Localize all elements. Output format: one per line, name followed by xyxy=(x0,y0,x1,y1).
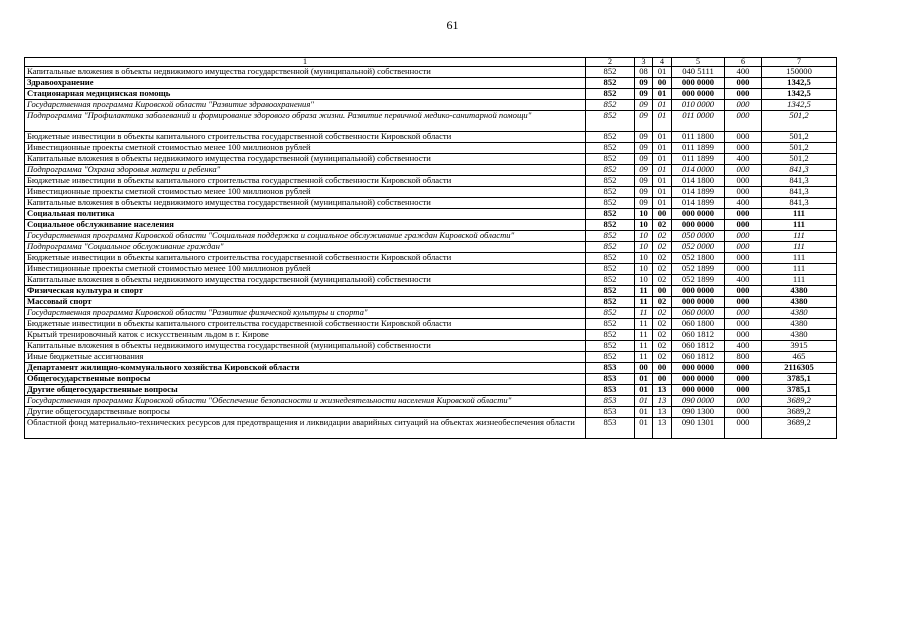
subsection-cell: 00 xyxy=(653,374,672,385)
section-cell: 11 xyxy=(635,330,653,341)
subsection-cell: 01 xyxy=(653,132,672,143)
subsection-cell: 02 xyxy=(653,275,672,286)
subsection-cell: 02 xyxy=(653,297,672,308)
section-cell: 09 xyxy=(635,100,653,111)
header-cell: 4 xyxy=(653,58,672,67)
ved-cell: 852 xyxy=(586,198,635,209)
table-row xyxy=(25,385,837,396)
section-cell: 10 xyxy=(635,220,653,231)
table-row xyxy=(25,176,837,187)
row-name-cell: Государственная программа Кировской области "Развитие здравоохранения" xyxy=(25,100,586,111)
budget-table xyxy=(24,57,837,439)
ved-cell: 852 xyxy=(586,187,635,198)
table-row xyxy=(25,407,837,418)
ved-cell: 853 xyxy=(586,418,635,439)
ved-cell: 852 xyxy=(586,154,635,165)
target-article-cell: 090 1300 xyxy=(672,407,725,418)
target-article-cell: 011 0000 xyxy=(672,111,725,132)
ved-cell: 852 xyxy=(586,264,635,275)
row-name-cell: Капитальные вложения в объекты недвижимого имущества государственной (муниципальной) собственности xyxy=(25,198,586,209)
expense-type-cell: 000 xyxy=(725,220,762,231)
row-name-cell: Областной фонд материально-технических ресурсов для предотвращения и ликвидации аварийных ситуаций на объектах жизнеобеспечения области xyxy=(25,418,586,439)
row-name-cell: Бюджетные инвестиции в объекты капитального строительства государственной собственности Кировской области xyxy=(25,319,586,330)
table-row xyxy=(25,264,837,275)
subsection-cell: 00 xyxy=(653,78,672,89)
subsection-cell: 01 xyxy=(653,165,672,176)
page-number: 61 xyxy=(446,18,459,32)
target-article-cell: 050 0000 xyxy=(672,231,725,242)
section-cell: 00 xyxy=(635,363,653,374)
ved-cell: 852 xyxy=(586,100,635,111)
table-row xyxy=(25,352,837,363)
amount-cell: 841,3 xyxy=(762,187,837,198)
table-row xyxy=(25,231,837,242)
expense-type-cell: 400 xyxy=(725,67,762,78)
row-name-cell: Государственная программа Кировской области "Социальная поддержка и социальное обслуживание граждан Кировской области" xyxy=(25,231,586,242)
expense-type-cell: 000 xyxy=(725,396,762,407)
ved-cell: 852 xyxy=(586,209,635,220)
table-row xyxy=(25,319,837,330)
section-cell: 09 xyxy=(635,154,653,165)
expense-type-cell: 000 xyxy=(725,385,762,396)
row-name-cell: Подпрограмма "Социальное обслуживание граждан" xyxy=(25,242,586,253)
row-name-cell: Инвестиционные проекты сметной стоимостью менее 100 миллионов рублей xyxy=(25,143,586,154)
target-article-cell: 060 0000 xyxy=(672,308,725,319)
table-row xyxy=(25,297,837,308)
subsection-cell: 02 xyxy=(653,242,672,253)
subsection-cell: 00 xyxy=(653,286,672,297)
expense-type-cell: 000 xyxy=(725,319,762,330)
target-article-cell: 060 1812 xyxy=(672,330,725,341)
target-article-cell: 060 1800 xyxy=(672,319,725,330)
target-article-cell: 011 1899 xyxy=(672,154,725,165)
table-row xyxy=(25,286,837,297)
row-name-cell: Департамент жилищно-коммунального хозяйства Кировской области xyxy=(25,363,586,374)
amount-cell: 4380 xyxy=(762,297,837,308)
row-name-cell: Государственная программа Кировской области "Обеспечение безопасности и жизнедеятельности населения Кировской области" xyxy=(25,396,586,407)
expense-type-cell: 000 xyxy=(725,231,762,242)
target-article-cell: 014 0000 xyxy=(672,165,725,176)
ved-cell: 852 xyxy=(586,67,635,78)
target-article-cell: 010 0000 xyxy=(672,100,725,111)
amount-cell: 841,3 xyxy=(762,165,837,176)
amount-cell: 111 xyxy=(762,209,837,220)
ved-cell: 852 xyxy=(586,78,635,89)
row-name-cell: Социальное обслуживание населения xyxy=(25,220,586,231)
expense-type-cell: 000 xyxy=(725,89,762,100)
target-article-cell: 000 0000 xyxy=(672,220,725,231)
ved-cell: 853 xyxy=(586,363,635,374)
row-name-cell: Инвестиционные проекты сметной стоимостью менее 100 миллионов рублей xyxy=(25,264,586,275)
expense-type-cell: 000 xyxy=(725,374,762,385)
ved-cell: 853 xyxy=(586,385,635,396)
row-name-cell: Стационарная медицинская помощь xyxy=(25,89,586,100)
section-cell: 10 xyxy=(635,275,653,286)
amount-cell: 3689,2 xyxy=(762,396,837,407)
subsection-cell: 02 xyxy=(653,253,672,264)
target-article-cell: 090 0000 xyxy=(672,396,725,407)
row-name-cell: Другие общегосударственные вопросы xyxy=(25,407,586,418)
row-name-cell: Другие общегосударственные вопросы xyxy=(25,385,586,396)
table-row xyxy=(25,100,837,111)
expense-type-cell: 400 xyxy=(725,341,762,352)
subsection-cell: 02 xyxy=(653,220,672,231)
expense-type-cell: 000 xyxy=(725,286,762,297)
target-article-cell: 014 1899 xyxy=(672,187,725,198)
expense-type-cell: 000 xyxy=(725,363,762,374)
header-cell: 6 xyxy=(725,58,762,67)
target-article-cell: 000 0000 xyxy=(672,363,725,374)
section-cell: 10 xyxy=(635,264,653,275)
amount-cell: 111 xyxy=(762,231,837,242)
table-row xyxy=(25,308,837,319)
amount-cell: 3689,2 xyxy=(762,407,837,418)
expense-type-cell: 400 xyxy=(725,198,762,209)
target-article-cell: 052 1899 xyxy=(672,275,725,286)
target-article-cell: 060 1812 xyxy=(672,352,725,363)
subsection-cell: 13 xyxy=(653,418,672,439)
table-row xyxy=(25,132,837,143)
amount-cell: 1342,5 xyxy=(762,78,837,89)
row-name-cell: Капитальные вложения в объекты недвижимого имущества государственной (муниципальной) собственности xyxy=(25,67,586,78)
target-article-cell: 000 0000 xyxy=(672,286,725,297)
subsection-cell: 00 xyxy=(653,209,672,220)
header-cell: 3 xyxy=(635,58,653,67)
target-article-cell: 040 5111 xyxy=(672,67,725,78)
ved-cell: 852 xyxy=(586,111,635,132)
table-row xyxy=(25,165,837,176)
row-name-cell: Инвестиционные проекты сметной стоимостью менее 100 миллионов рублей xyxy=(25,187,586,198)
section-cell: 09 xyxy=(635,132,653,143)
subsection-cell: 01 xyxy=(653,187,672,198)
target-article-cell: 000 0000 xyxy=(672,297,725,308)
expense-type-cell: 000 xyxy=(725,242,762,253)
subsection-cell: 02 xyxy=(653,231,672,242)
expense-type-cell: 000 xyxy=(725,100,762,111)
ved-cell: 852 xyxy=(586,132,635,143)
target-article-cell: 060 1812 xyxy=(672,341,725,352)
table-row xyxy=(25,67,837,78)
section-cell: 11 xyxy=(635,341,653,352)
amount-cell: 3689,2 xyxy=(762,418,837,439)
target-article-cell: 011 1899 xyxy=(672,143,725,154)
ved-cell: 852 xyxy=(586,242,635,253)
amount-cell: 150000 xyxy=(762,67,837,78)
row-name-cell: Подпрограмма "Охрана здоровья матери и ребенка" xyxy=(25,165,586,176)
ved-cell: 852 xyxy=(586,253,635,264)
amount-cell: 501,2 xyxy=(762,143,837,154)
ved-cell: 852 xyxy=(586,297,635,308)
expense-type-cell: 000 xyxy=(725,187,762,198)
row-name-cell: Государственная программа Кировской области "Развитие физической культуры и спорта" xyxy=(25,308,586,319)
section-cell: 09 xyxy=(635,89,653,100)
expense-type-cell: 000 xyxy=(725,132,762,143)
subsection-cell: 13 xyxy=(653,385,672,396)
header-cell: 7 xyxy=(762,58,837,67)
section-cell: 10 xyxy=(635,242,653,253)
ved-cell: 852 xyxy=(586,89,635,100)
target-article-cell: 014 1899 xyxy=(672,198,725,209)
section-cell: 09 xyxy=(635,176,653,187)
amount-cell: 841,3 xyxy=(762,198,837,209)
subsection-cell: 02 xyxy=(653,330,672,341)
row-name-cell: Бюджетные инвестиции в объекты капитального строительства государственной собственности Кировской области xyxy=(25,176,586,187)
table-row xyxy=(25,154,837,165)
amount-cell: 1342,5 xyxy=(762,100,837,111)
ved-cell: 853 xyxy=(586,374,635,385)
expense-type-cell: 000 xyxy=(725,418,762,439)
section-cell: 11 xyxy=(635,297,653,308)
row-name-cell: Капитальные вложения в объекты недвижимого имущества государственной (муниципальной) собственности xyxy=(25,275,586,286)
subsection-cell: 01 xyxy=(653,176,672,187)
expense-type-cell: 000 xyxy=(725,308,762,319)
section-cell: 10 xyxy=(635,209,653,220)
expense-type-cell: 000 xyxy=(725,143,762,154)
expense-type-cell: 000 xyxy=(725,407,762,418)
target-article-cell: 052 0000 xyxy=(672,242,725,253)
table-row xyxy=(25,78,837,89)
row-name-cell: Общегосударственные вопросы xyxy=(25,374,586,385)
table-header-row xyxy=(25,58,837,67)
ved-cell: 852 xyxy=(586,220,635,231)
table-row xyxy=(25,330,837,341)
expense-type-cell: 000 xyxy=(725,253,762,264)
expense-type-cell: 000 xyxy=(725,111,762,132)
header-cell: 1 xyxy=(25,58,586,67)
table-row xyxy=(25,187,837,198)
amount-cell: 501,2 xyxy=(762,132,837,143)
target-article-cell: 014 1800 xyxy=(672,176,725,187)
amount-cell: 2116305 xyxy=(762,363,837,374)
amount-cell: 111 xyxy=(762,275,837,286)
amount-cell: 111 xyxy=(762,264,837,275)
ved-cell: 853 xyxy=(586,407,635,418)
expense-type-cell: 400 xyxy=(725,275,762,286)
header-cell: 5 xyxy=(672,58,725,67)
section-cell: 11 xyxy=(635,308,653,319)
section-cell: 01 xyxy=(635,418,653,439)
expense-type-cell: 000 xyxy=(725,330,762,341)
subsection-cell: 01 xyxy=(653,67,672,78)
amount-cell: 3915 xyxy=(762,341,837,352)
row-name-cell: Капитальные вложения в объекты недвижимого имущества государственной (муниципальной) собственности xyxy=(25,341,586,352)
row-name-cell: Массовый спорт xyxy=(25,297,586,308)
expense-type-cell: 400 xyxy=(725,154,762,165)
table-row xyxy=(25,89,837,100)
ved-cell: 852 xyxy=(586,143,635,154)
table-row xyxy=(25,253,837,264)
amount-cell: 4380 xyxy=(762,286,837,297)
target-article-cell: 011 1800 xyxy=(672,132,725,143)
target-article-cell: 000 0000 xyxy=(672,78,725,89)
expense-type-cell: 000 xyxy=(725,209,762,220)
row-name-cell: Бюджетные инвестиции в объекты капитального строительства государственной собственности Кировской области xyxy=(25,253,586,264)
amount-cell: 4380 xyxy=(762,308,837,319)
row-name-cell: Здравоохранение xyxy=(25,78,586,89)
amount-cell: 3785,1 xyxy=(762,374,837,385)
header-cell: 2 xyxy=(586,58,635,67)
section-cell: 11 xyxy=(635,319,653,330)
section-cell: 01 xyxy=(635,407,653,418)
ved-cell: 852 xyxy=(586,231,635,242)
amount-cell: 841,3 xyxy=(762,176,837,187)
ved-cell: 852 xyxy=(586,308,635,319)
ved-cell: 852 xyxy=(586,330,635,341)
expense-type-cell: 000 xyxy=(725,297,762,308)
target-article-cell: 052 1800 xyxy=(672,253,725,264)
section-cell: 08 xyxy=(635,67,653,78)
amount-cell: 111 xyxy=(762,253,837,264)
target-article-cell: 000 0000 xyxy=(672,385,725,396)
row-name-cell: Бюджетные инвестиции в объекты капитального строительства государственной собственности Кировской области xyxy=(25,132,586,143)
subsection-cell: 00 xyxy=(653,363,672,374)
amount-cell: 111 xyxy=(762,242,837,253)
amount-cell: 501,2 xyxy=(762,154,837,165)
amount-cell: 4380 xyxy=(762,330,837,341)
ved-cell: 852 xyxy=(586,319,635,330)
section-cell: 11 xyxy=(635,286,653,297)
table-body xyxy=(25,58,837,439)
subsection-cell: 13 xyxy=(653,396,672,407)
ved-cell: 852 xyxy=(586,286,635,297)
table-row xyxy=(25,198,837,209)
table-row xyxy=(25,220,837,231)
table-row xyxy=(25,374,837,385)
subsection-cell: 01 xyxy=(653,100,672,111)
subsection-cell: 02 xyxy=(653,352,672,363)
table-row xyxy=(25,341,837,352)
section-cell: 11 xyxy=(635,352,653,363)
target-article-cell: 000 0000 xyxy=(672,89,725,100)
amount-cell: 4380 xyxy=(762,319,837,330)
row-name-cell: Капитальные вложения в объекты недвижимого имущества государственной (муниципальной) собственности xyxy=(25,154,586,165)
ved-cell: 852 xyxy=(586,352,635,363)
subsection-cell: 01 xyxy=(653,198,672,209)
section-cell: 09 xyxy=(635,165,653,176)
target-article-cell: 090 1301 xyxy=(672,418,725,439)
table-row xyxy=(25,418,837,439)
table-row xyxy=(25,111,837,132)
section-cell: 09 xyxy=(635,78,653,89)
row-name-cell: Социальная политика xyxy=(25,209,586,220)
expense-type-cell: 800 xyxy=(725,352,762,363)
row-name-cell: Подпрограмма "Профилактика заболеваний и формирование здорового образа жизни. Развитие первичной медико-санитарной помощи" xyxy=(25,111,586,132)
section-cell: 09 xyxy=(635,187,653,198)
expense-type-cell: 000 xyxy=(725,176,762,187)
row-name-cell: Физическая культура и спорт xyxy=(25,286,586,297)
subsection-cell: 01 xyxy=(653,111,672,132)
ved-cell: 852 xyxy=(586,275,635,286)
table-row xyxy=(25,143,837,154)
row-name-cell: Крытый тренировочный каток с искусственным льдом в г. Кирове xyxy=(25,330,586,341)
section-cell: 01 xyxy=(635,374,653,385)
section-cell: 09 xyxy=(635,198,653,209)
amount-cell: 111 xyxy=(762,220,837,231)
subsection-cell: 02 xyxy=(653,341,672,352)
section-cell: 01 xyxy=(635,396,653,407)
section-cell: 10 xyxy=(635,231,653,242)
expense-type-cell: 000 xyxy=(725,264,762,275)
ved-cell: 852 xyxy=(586,176,635,187)
expense-type-cell: 000 xyxy=(725,78,762,89)
ved-cell: 853 xyxy=(586,396,635,407)
table-row xyxy=(25,242,837,253)
subsection-cell: 01 xyxy=(653,89,672,100)
subsection-cell: 02 xyxy=(653,319,672,330)
subsection-cell: 01 xyxy=(653,143,672,154)
table-row xyxy=(25,363,837,374)
amount-cell: 465 xyxy=(762,352,837,363)
table-row xyxy=(25,275,837,286)
table-row xyxy=(25,209,837,220)
expense-type-cell: 000 xyxy=(725,165,762,176)
subsection-cell: 01 xyxy=(653,154,672,165)
subsection-cell: 02 xyxy=(653,264,672,275)
target-article-cell: 052 1899 xyxy=(672,264,725,275)
section-cell: 01 xyxy=(635,385,653,396)
ved-cell: 852 xyxy=(586,341,635,352)
table-row xyxy=(25,396,837,407)
section-cell: 09 xyxy=(635,111,653,132)
subsection-cell: 13 xyxy=(653,407,672,418)
section-cell: 10 xyxy=(635,253,653,264)
amount-cell: 3785,1 xyxy=(762,385,837,396)
amount-cell: 501,2 xyxy=(762,111,837,132)
row-name-cell: Иные бюджетные ассигнования xyxy=(25,352,586,363)
target-article-cell: 000 0000 xyxy=(672,374,725,385)
target-article-cell: 000 0000 xyxy=(672,209,725,220)
subsection-cell: 02 xyxy=(653,308,672,319)
ved-cell: 852 xyxy=(586,165,635,176)
section-cell: 09 xyxy=(635,143,653,154)
amount-cell: 1342,5 xyxy=(762,89,837,100)
